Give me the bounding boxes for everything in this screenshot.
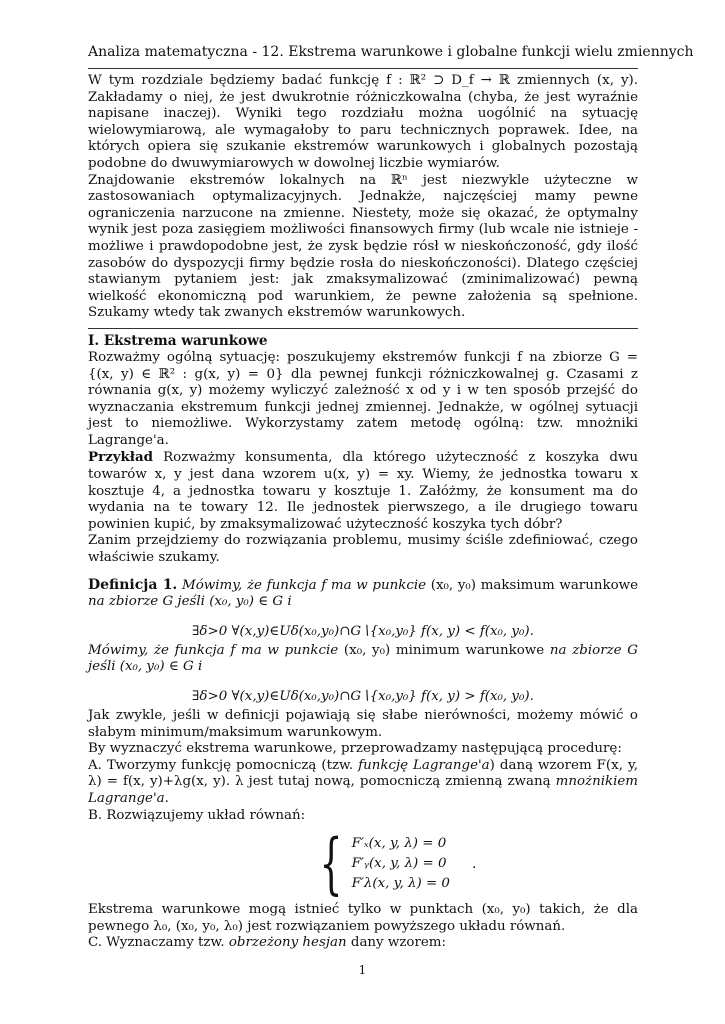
step-b: B. Rozwiązujemy układ równań: bbox=[88, 807, 306, 823]
step-c bbox=[88, 935, 638, 952]
formula-minimum: ∃δ>0 ∀(x,y)∈Uδ(x₀,y₀)∩G∖{x₀,y₀} f(x, y) > f(x₀, y₀). bbox=[192, 689, 534, 704]
definition-text-a2: (x₀, y₀) maksimum warunkowe bbox=[430, 577, 639, 593]
example-paragraph bbox=[88, 449, 638, 533]
step-a-text-5: . bbox=[164, 790, 169, 806]
example-label: Przykład bbox=[88, 449, 153, 466]
step-c-text-1: C. Wyznaczamy tzw. bbox=[88, 935, 229, 951]
definition-text-b2: (x₀, y₀) minimum warunkowe bbox=[343, 642, 545, 658]
intro-paragraph-2: Znajdowanie ekstremów lokalnych na ℝⁿ jest niezwykle użyteczne w zastosowaniach optymalizacyjnych. Jednakże, najczęściej mamy pewne ograniczenia narzucone na zmienne. Niestety, może się okazać, że optymalny wynik jest poza zasięgiem możliwości finansowych firmy (lub wcale nie istnieje - możliwe i prawdopodobne jest, że zysk będzie rósł w nieskończoność, gdy ilość zasobów do dyspozycji firmy będzie rosła do nieskończoności). Dlatego częściej stawianym pytaniem jest: jak zmaksymalizować (zminimalizować) pewną wielkość ekonomiczną pod warunkiem, że pewne założenia są spełnione. Szukamy wtedy tak zwanych ekstremów warunkowych. bbox=[88, 172, 638, 321]
definition-text-a3: na zbiorze G jeśli (x₀, y₀) ∈ G i bbox=[88, 594, 292, 610]
definition-text-b3: na zbiorze G jeśli (x₀, y₀) ∈ G i bbox=[88, 642, 638, 675]
equation-1: F′ₓ(x, y, λ) = 0 bbox=[351, 836, 447, 852]
step-a-text-3: ) daną wzorem F(x, y, λ) = f(x, y)+λg(x, y). λ jest tutaj nową, pomocniczą zmienną zwaną bbox=[88, 757, 638, 790]
page-number: 1 bbox=[358, 963, 367, 977]
procedure-intro: By wyznaczyć ekstrema warunkowe, przeprowadzamy następującą procedurę: bbox=[88, 741, 622, 757]
formula-maximum: ∃δ>0 ∀(x,y)∈Uδ(x₀,y₀)∩G∖{x₀,y₀} f(x, y) < f(x₀, y₀). bbox=[192, 623, 534, 639]
example-text: Rozważmy konsumenta, dla którego użyteczność z koszyka dwu towarów x, y jest dana wzorem u(x, y) = xy. Wiemy, że jednostka towaru x kosztuje 4, a jednostka towaru y kosztuje 1. Załóżmy, że konsument ma do wydania na te towary 12. Ile jednostek pierwszego, a ile drugiego towaru powinien kupić, by zmaksymalizować użyteczność koszyka tych dóbr? bbox=[88, 450, 638, 532]
equations bbox=[352, 834, 450, 894]
definition-label: Definicja 1. bbox=[88, 576, 178, 593]
step-a-text-4: mnożnikiem Lagrange'a bbox=[88, 774, 638, 806]
section-paragraph-1: Rozważmy ogólną sytuację: poszukujemy ekstremów funkcji f na zbiorze G = {(x, y) ∈ ℝ² : g(x, y) = 0} dla pewnej funkcji różniczkowalnej g. Czasami z równania g(x, y) możemy wyliczyć zależność x od y i w ten sposób przejść do wyznaczania ekstremum funkcji jednej zmiennej. Jednakże, w ogólnej sytuacji jest to niemożliwe. Wykorzystamy zatem metodę ogólną: tzw. mnożniki Lagrange'a. bbox=[88, 349, 638, 448]
step-c-text-3: dany wzorem: bbox=[346, 935, 446, 951]
left-brace: { bbox=[319, 825, 343, 903]
definition-text-b1: Mówimy, że funkcja f ma w punkcie bbox=[88, 642, 344, 658]
after-system-paragraph: Ekstrema warunkowe mogą istnieć tylko w punktach (x₀, y₀) takich, że dla pewnego λ₀, (x₀, y₀, λ₀) jest rozwiązaniem powyższego układu równań. bbox=[88, 902, 638, 934]
intro-paragraph-1: W tym rozdziale będziemy badać funkcję f : ℝ² ⊃ D_f → ℝ zmiennych (x, y). Zakładamy o niej, że jest dwukrotnie różniczkowalna (chyba, że jest wyraźnie napisane inaczej). Wyniki tego rozdziału można uogólnić na sytuację wielowymiarową, ale wymagałoby to paru technicznych poprawek. Idee, na których opiera się szukanie ekstremów warunkowych i globalnych pozostają podobne do dwuwymiarowych w dowolnej liczbie wymiarów. bbox=[88, 73, 638, 171]
header-rule bbox=[88, 68, 638, 69]
definition-text-a1: Mówimy, że funkcja f ma w punkcie bbox=[177, 577, 431, 593]
step-a bbox=[88, 758, 638, 808]
equation-3: F′λ(x, y, λ) = 0 bbox=[351, 876, 450, 892]
equation-system bbox=[148, 825, 638, 903]
step-a-text-1: A. Tworzymy funkcję pomocniczą (tzw. bbox=[88, 757, 359, 773]
after-definition-paragraph-1: Jak zwykle, jeśli w definicji pojawiają się słabe nierówności, możemy mówić o słabym minimum/maksimum warunkowym. bbox=[88, 708, 638, 740]
equation-period: . bbox=[471, 856, 477, 873]
running-header: Analiza matematyczna - 12. Ekstrema warunkowe i globalne funkcji wielu zmiennych bbox=[88, 44, 694, 60]
step-a-text-2: funkcję Lagrange'a bbox=[358, 757, 490, 773]
definition-paragraph-min bbox=[88, 643, 638, 676]
section-title: I. Ekstrema warunkowe bbox=[88, 332, 268, 349]
page-content bbox=[88, 42, 694, 952]
step-c-text-2: obrzeżony hesjan bbox=[228, 935, 347, 951]
definition-paragraph-max bbox=[88, 577, 638, 611]
section-paragraph-2: Zanim przejdziemy do rozwiązania problemu, musimy ściśle zdefiniować, czego właściwie szukamy. bbox=[88, 533, 638, 566]
equation-2: F′ᵧ(x, y, λ) = 0 bbox=[351, 856, 447, 872]
section-rule bbox=[88, 328, 638, 329]
